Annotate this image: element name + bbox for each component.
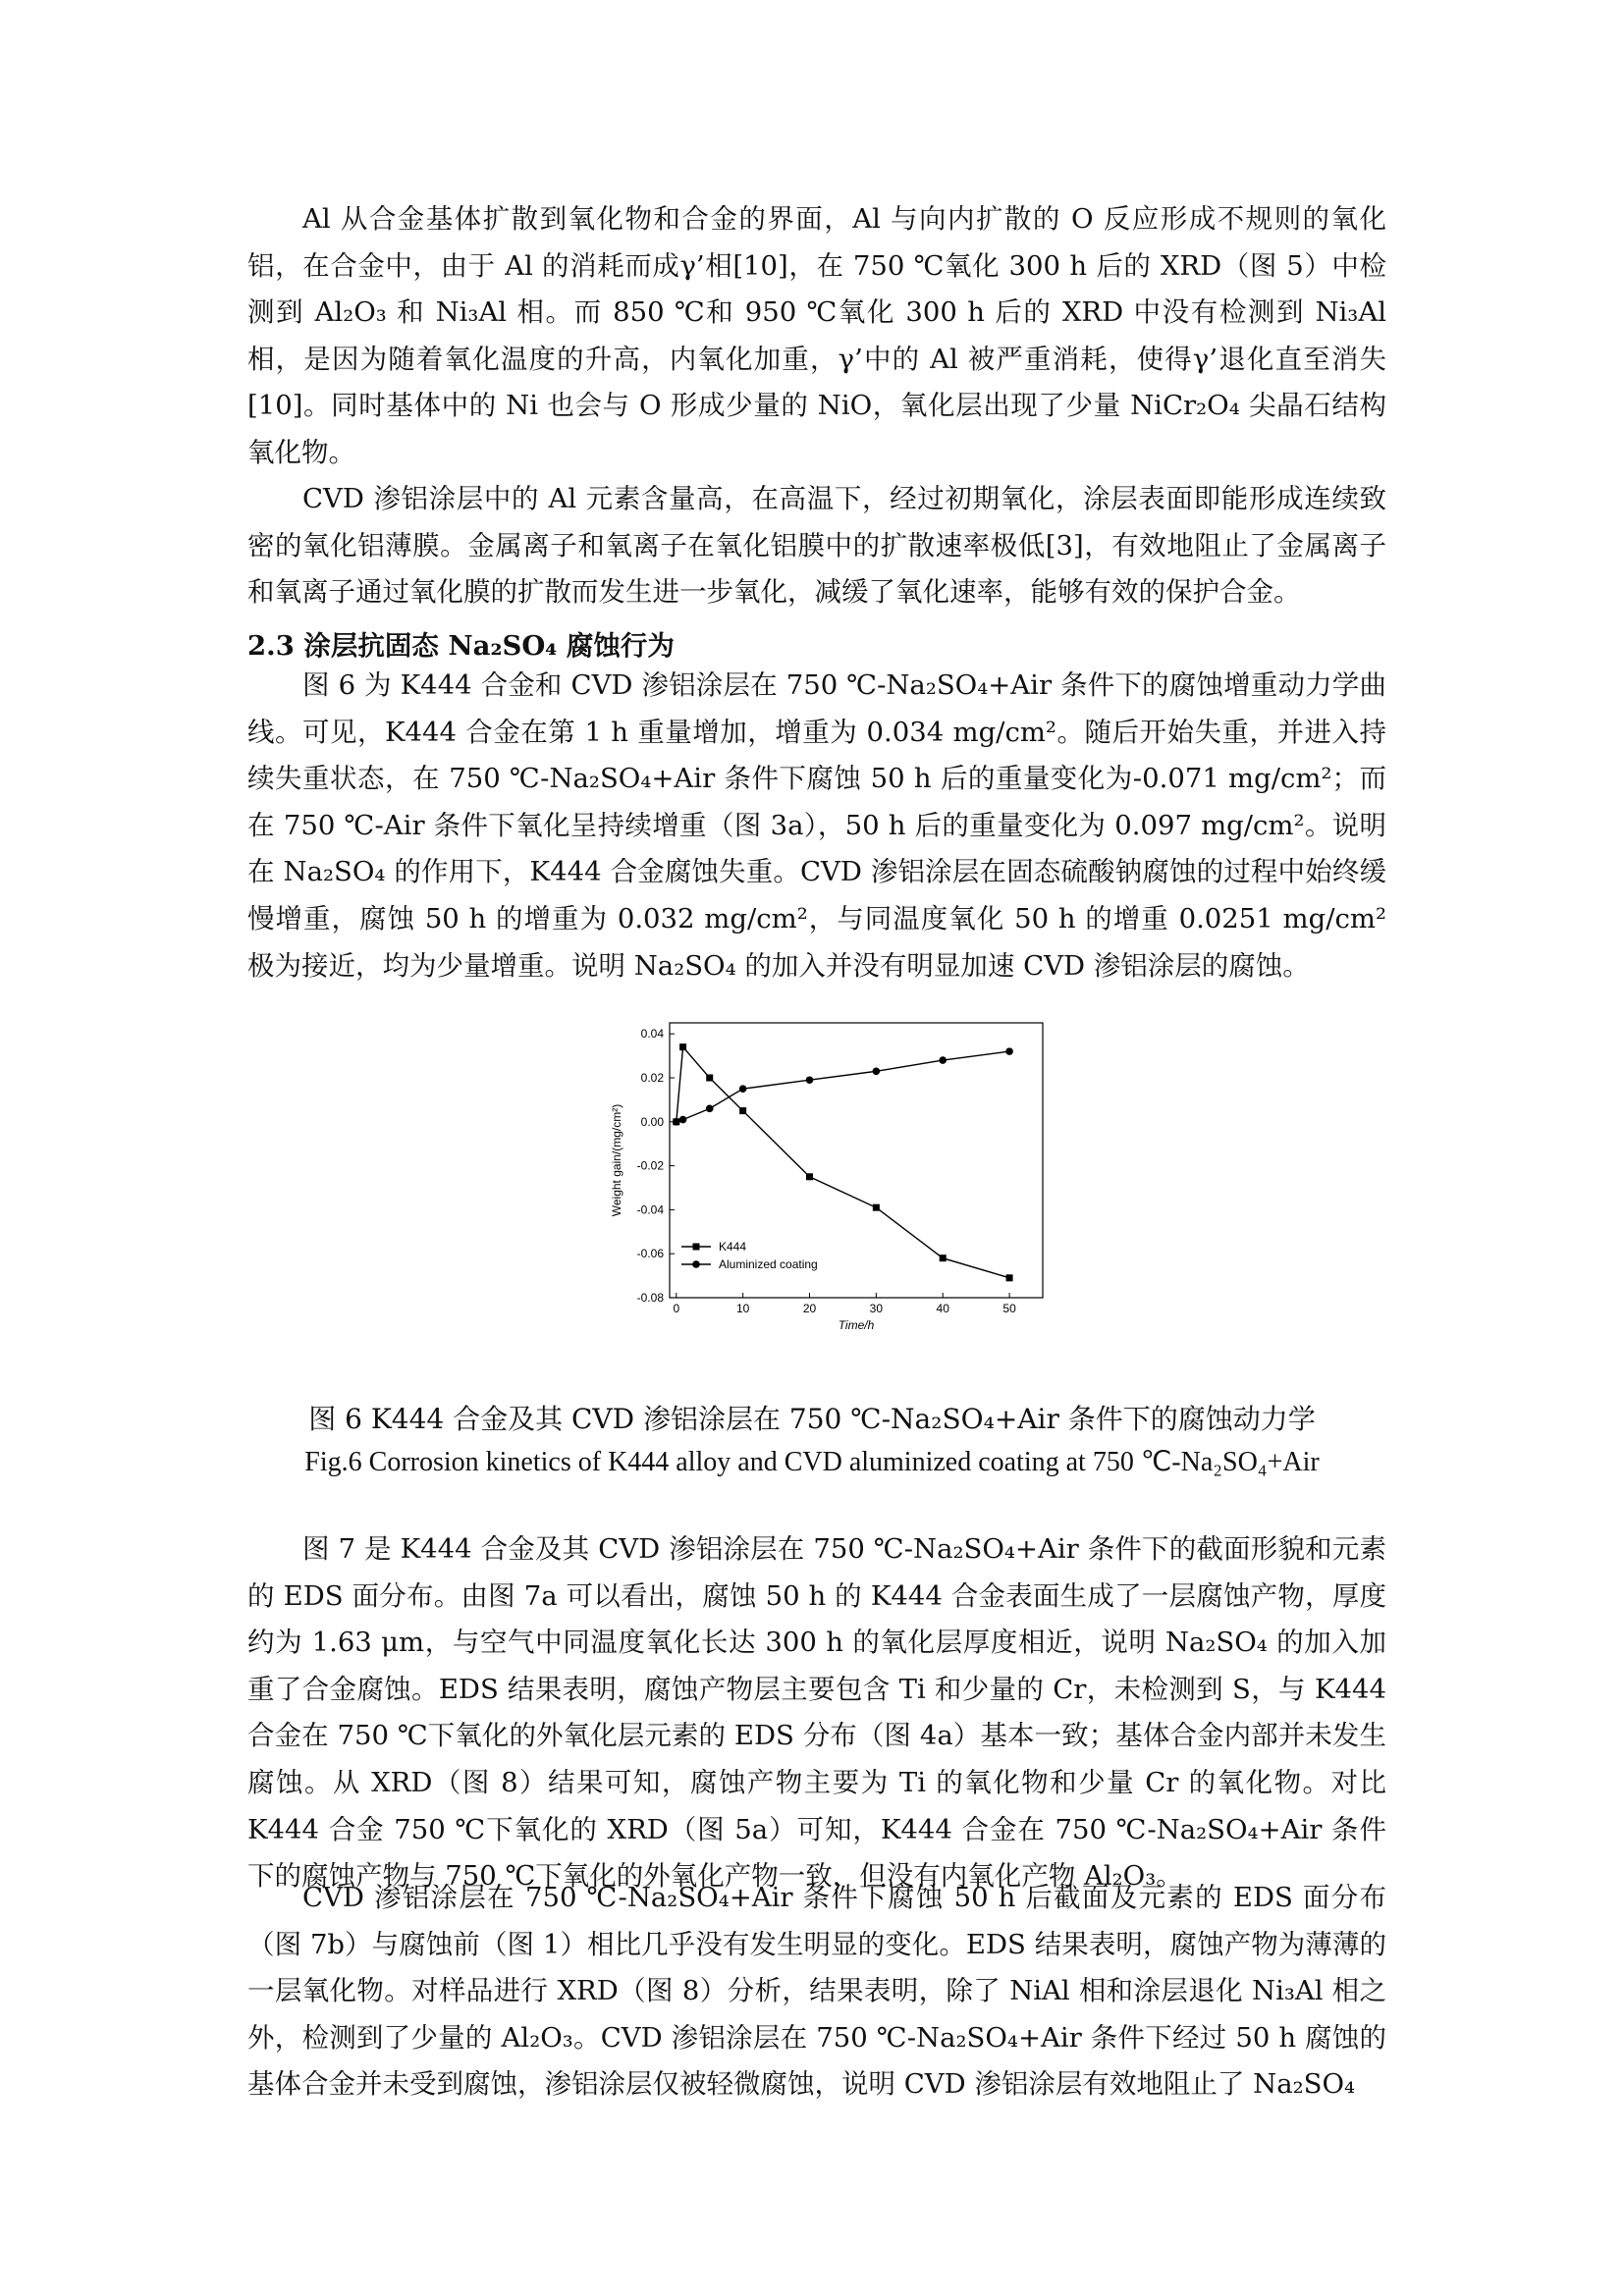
data-point-aluminized-coating <box>806 1076 814 1084</box>
paragraph-2: CVD 渗铝涂层中的 Al 元素含量高，在高温下，经过初期氧化，涂层表面即能形成连续致密的氧化铝薄膜。金属离子和氧离子在氧化铝膜中的扩散速率极低[3]，有效地阻止了金属离子和氧离子通过氧化膜的扩散而发生进一步氧化，减缓了氧化速率，能够有效的保护合金。 <box>247 483 1386 609</box>
data-point-k444 <box>940 1255 947 1261</box>
data-point-k444 <box>873 1204 880 1211</box>
x-tick-label: 40 <box>936 1302 949 1315</box>
figure-6 <box>589 1011 1060 1335</box>
corrosion-kinetics-chart <box>589 1011 1060 1335</box>
data-point-k444 <box>706 1075 713 1082</box>
figure-caption-en: Fig.6 Corrosion kinetics of K444 alloy and CVD aluminized coating at 750 ℃-Na₂SO₄+Air <box>304 1447 1320 1477</box>
data-point-k444 <box>1006 1274 1013 1281</box>
data-point-aluminized-coating <box>706 1105 714 1113</box>
data-point-k444 <box>806 1173 813 1180</box>
data-point-aluminized-coating <box>739 1085 747 1093</box>
series-line-aluminized-coating <box>677 1051 1009 1122</box>
data-point-k444 <box>679 1043 686 1050</box>
legend-marker-circle <box>692 1260 700 1268</box>
data-point-aluminized-coating <box>679 1116 687 1124</box>
y-axis-label: Weight gain/(mg/cm²) <box>610 1103 623 1217</box>
y-tick-label: -0.04 <box>636 1202 664 1217</box>
data-point-aluminized-coating <box>673 1118 680 1126</box>
legend-label: Aluminized coating <box>719 1257 818 1271</box>
y-tick-label: 0.00 <box>640 1114 664 1129</box>
y-tick-label: -0.02 <box>636 1158 664 1173</box>
y-tick-label: 0.04 <box>640 1027 664 1041</box>
figure-caption-cn: 图 6 K444 合金及其 CVD 渗铝涂层在 750 ℃-Na₂SO₄+Air 条件下的腐蚀动力学 <box>308 1403 1316 1435</box>
paragraph-4: 图 7 是 K444 合金及其 CVD 渗铝涂层在 750 ℃-Na₂SO₄+Air 条件下的截面形貌和元素的 EDS 面分布。由图 7a 可以看出，腐蚀 50 h 的 K444 合金表面生成了一层腐蚀产物，厚度约为 1.63 μm，与空气中同温度氧化长达 300 h 的氧化层厚度相近，说明 Na₂SO₄ 的加入加重了合金腐蚀。EDS 结果表明，腐蚀产物层主要包含 Ti 和少量的 Cr，未检测到 S，与 K444 合金在 750 ℃下氧化的外氧化层元素的 EDS 分布（图 4a）基本一致；基体合金内部并未发生腐蚀。从 XRD（图 8）结果可知，腐蚀产物主要为 Ti 的氧化物和少量 Cr 的氧化物。对比 K444 合金 750 ℃下氧化的 XRD（图 5a）可知，K444 合金在 750 ℃-Na₂SO₄+Air 条件下的腐蚀产物与 750 ℃下氧化的外氧化产物一致，但没有内氧化产物 Al₂O₃。 <box>247 1533 1386 1893</box>
section-heading: 2.3 涂层抗固态 Na₂SO₄ 腐蚀行为 <box>247 630 675 662</box>
y-tick-label: -0.08 <box>636 1291 664 1305</box>
x-tick-label: 10 <box>735 1302 750 1315</box>
x-tick-label: 20 <box>802 1302 817 1315</box>
y-tick-label: 0.02 <box>640 1071 664 1085</box>
legend-label: K444 <box>719 1240 747 1254</box>
data-point-aluminized-coating <box>873 1067 881 1075</box>
data-point-aluminized-coating <box>939 1056 947 1064</box>
x-tick-label: 50 <box>1002 1302 1016 1315</box>
y-tick-label: -0.06 <box>636 1247 664 1261</box>
paragraph-1: Al 从合金基体扩散到氧化物和合金的界面，Al 与向内扩散的 O 反应形成不规则的氧化铝，在合金中，由于 Al 的消耗而成γ’相[10]，在 750 ℃氧化 300 h 后的 XRD（图 5）中检测到 Al₂O₃ 和 Ni₃Al 相。而 850 ℃和 950 ℃氧化 300 h 后的 XRD 中没有检测到 Ni₃Al 相，是因为随着氧化温度的升高，内氧化加重，γ’中的 Al 被严重消耗，使得γ’退化直至消失[10]。同时基体中的 Ni 也会与 O 形成少量的 NiO，氧化层出现了少量 NiCr₂O₄ 尖晶石结构氧化物。 <box>247 203 1386 468</box>
legend-marker-square <box>693 1244 700 1251</box>
x-axis-label: Time/h <box>838 1318 875 1332</box>
x-tick-label: 30 <box>869 1302 884 1315</box>
data-point-aluminized-coating <box>1005 1047 1013 1055</box>
paragraph-3: 图 6 为 K444 合金和 CVD 渗铝涂层在 750 ℃-Na₂SO₄+Air 条件下的腐蚀增重动力学曲线。可见，K444 合金在第 1 h 重量增加，增重为 0.034 mg/cm²。随后开始失重，并进入持续失重状态，在 750 ℃-Na₂SO₄+Air 条件下腐蚀 50 h 后的重量变化为-0.071 mg/cm²；而在 750 ℃-Air 条件下氧化呈持续增重（图 3a），50 h 后的重量变化为 0.097 mg/cm²。说明在 Na₂SO₄ 的作用下，K444 合金腐蚀失重。CVD 渗铝涂层在固态硫酸钠腐蚀的过程中始终缓慢增重，腐蚀 50 h 的增重为 0.032 mg/cm²，与同温度氧化 50 h 的增重 0.0251 mg/cm² 极为接近，均为少量增重。说明 Na₂SO₄ 的加入并没有明显加速 CVD 渗铝涂层的腐蚀。 <box>247 669 1386 982</box>
x-tick-label: 0 <box>673 1302 680 1315</box>
data-point-k444 <box>739 1107 746 1114</box>
paragraph-5: CVD 渗铝涂层在 750 ℃-Na₂SO₄+Air 条件下腐蚀 50 h 后截面及元素的 EDS 面分布（图 7b）与腐蚀前（图 1）相比几乎没有发生明显的变化。EDS 结果表明，腐蚀产物为薄薄的一层氧化物。对样品进行 XRD（图 8）分析，结果表明，除了 NiAl 相和涂层退化 Ni₃Al 相之外，检测到了少量的 Al₂O₃。CVD 渗铝涂层在 750 ℃-Na₂SO₄+Air 条件下经过 50 h 腐蚀的基体合金并未受到腐蚀，渗铝涂层仅被轻微腐蚀，说明 CVD 渗铝涂层有效地阻止了 Na₂SO₄ <box>247 1882 1386 2101</box>
plot-frame <box>670 1023 1043 1298</box>
